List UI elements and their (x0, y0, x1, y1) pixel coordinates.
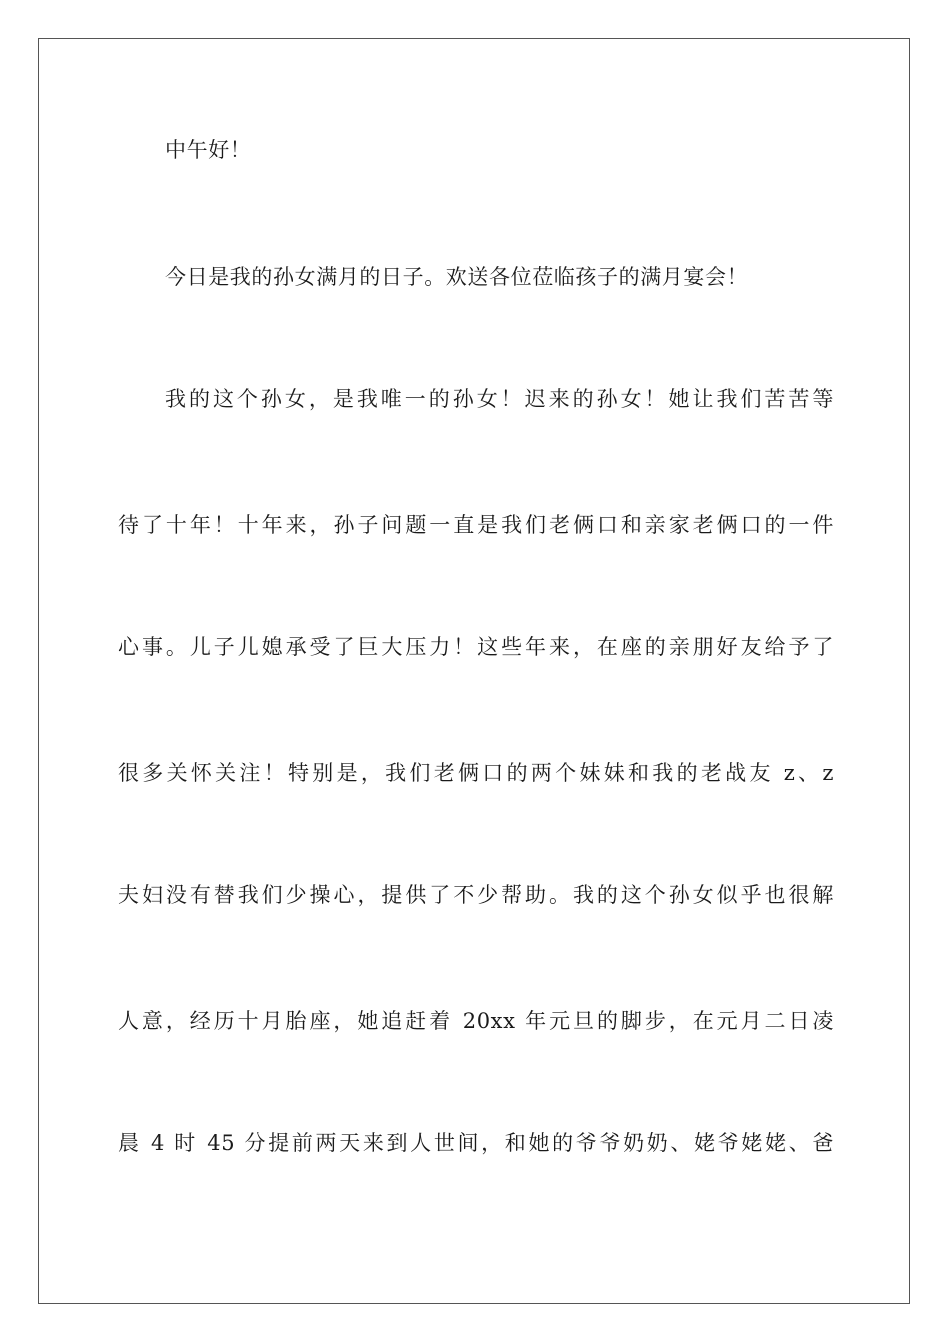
paragraph-line-2: 我的这个孙女，是我唯一的孙女！迟来的孙女！她让我们苦苦等 (165, 387, 834, 411)
paragraph-line-4: 心事。儿子儿媳承受了巨大压力！这些年来，在座的亲朋好友给予了 (118, 635, 834, 659)
paragraph-line-6: 夫妇没有替我们少操心，提供了不少帮助。我的这个孙女似乎也很解 (118, 883, 834, 907)
page-border (38, 38, 910, 1304)
paragraph-line-1: 今日是我的孙女满月的日子。欢送各位莅临孩子的满月宴会！ (165, 265, 749, 289)
greeting-line: 中午好！ (165, 138, 252, 162)
paragraph-line-8: 晨 4 时 45 分提前两天来到人世间，和她的爷爷奶奶、姥爷姥姥、爸 (118, 1131, 834, 1155)
paragraph-line-7: 人意，经历十月胎座，她追赶着 20xx 年元旦的脚步，在元月二日凌 (118, 1009, 834, 1033)
paragraph-line-5: 很多关怀关注！特别是，我们老俩口的两个妹妹和我的老战友 z、z (118, 761, 834, 785)
paragraph-line-3: 待了十年！十年来，孙子问题一直是我们老俩口和亲家老俩口的一件 (118, 513, 834, 537)
